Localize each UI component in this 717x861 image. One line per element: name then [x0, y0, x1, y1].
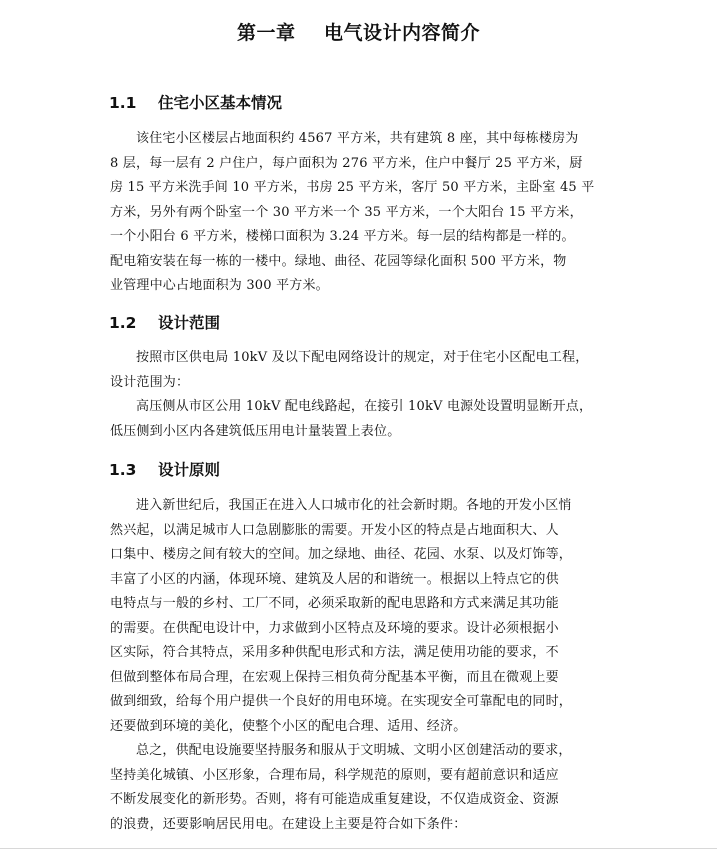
section-heading-1-2: 1.2 设计范围: [109, 314, 221, 332]
paragraph-1-1-1: [110, 127, 607, 299]
text-line: 8 层，每一层有 2 户住户，每户面积为 276 平方米，住户中餐厅 25 平方米，厨: [110, 155, 583, 171]
text-line: 房 15 平方米洗手间 10 平方米，书房 25 平方米，客厅 50 平方米，主卧室 45 平: [110, 180, 595, 195]
text-line: 该住宅小区楼层占地面积约 4567 平方米，共有建筑 8 座，其中每栋楼房为: [136, 131, 579, 146]
text-line: 配电箱安装在每一栋的一楼中。绿地、曲径、花园等绿化面积 500 平方米，物: [110, 253, 567, 269]
text-line: 的需要。在供配电设计中，力求做到小区特点及环境的要求。设计必须根据小: [110, 620, 559, 636]
chapter-title: 第一章 电气设计内容简介: [237, 22, 480, 44]
page-bottom-divider: [0, 848, 717, 849]
text-line: 不断发展变化的新形势。否则，将有可能造成重复建设，不仅造成资金、资源: [110, 792, 559, 807]
paragraph-1-2-1: [110, 346, 607, 395]
text-line: 设计范围为：: [110, 374, 190, 390]
text-line: 业管理中心占地面积为 300 平方米。: [110, 278, 329, 293]
section-heading-1-3: 1.3 设计原则: [109, 461, 221, 479]
text-line: 方米，另外有两个卧室一个 30 平方米一个 35 平方米，一个大阳台 15 平方米，: [110, 204, 583, 220]
text-line: 按照市区供电局 10kV 及以下配电网络设计的规定，对于住宅小区配电工程，: [136, 350, 589, 365]
text-line: 低压侧到小区内各建筑低压用电计量装置上表位。: [110, 423, 401, 439]
text-line: 然兴起，以满足城市人口急剧膨胀的需要。开发小区的特点是占地面积大、人: [110, 522, 559, 538]
section-heading-1-1: 1.1 住宅小区基本情况: [109, 94, 283, 112]
text-line: 还要做到环境的美化，使整个小区的配电合理、适用、经济。: [110, 718, 467, 734]
text-line: 做到细致，给每个用户提供一个良好的用电环境。在实现安全可靠配电的同时，: [110, 694, 573, 709]
text-line: 丰富了小区的内涵，体现环境、建筑及人居的和谐统一。根据以上特点它的供: [110, 571, 559, 587]
text-line: 区实际，符合其特点，采用多种供配电形式和方法，满足使用功能的要求，不: [110, 645, 559, 660]
paragraph-1-3-1: [110, 494, 607, 739]
text-line: 但做到整体布局合理，在宏观上保持三相负荷分配基本平衡，而且在微观上要: [110, 669, 559, 685]
text-line: 口集中、楼房之间有较大的空间。加之绿地、曲径、花园、水泵、以及灯饰等，: [110, 547, 573, 562]
text-line: 电特点与一般的乡村、工厂不同，必须采取新的配电思路和方式来满足其功能: [110, 596, 559, 611]
text-line: 进入新世纪后，我国正在进入人口城市化的社会新时期。各地的开发小区悄: [136, 498, 572, 513]
text-line: 的浪费，还要影响居民用电。在建设上主要是符合如下条件：: [110, 816, 467, 832]
text-line: 高压侧从市区公用 10kV 配电线路起，在接引 10kV 电源处设置明显断开点，: [136, 399, 593, 414]
text-line: 总之，供配电设施要坚持服务和服从于文明城、文明小区创建活动的要求，: [136, 743, 572, 758]
text-line: 坚持美化城镇、小区形象，合理布局，科学规范的原则，要有超前意识和适应: [110, 767, 559, 783]
paragraph-1-2-2: [110, 395, 607, 444]
paragraph-1-3-2: [110, 739, 607, 837]
text-line: 一个小阳台 6 平方米，楼梯口面积为 3.24 平方米。每一层的结构都是一样的。: [110, 229, 575, 244]
